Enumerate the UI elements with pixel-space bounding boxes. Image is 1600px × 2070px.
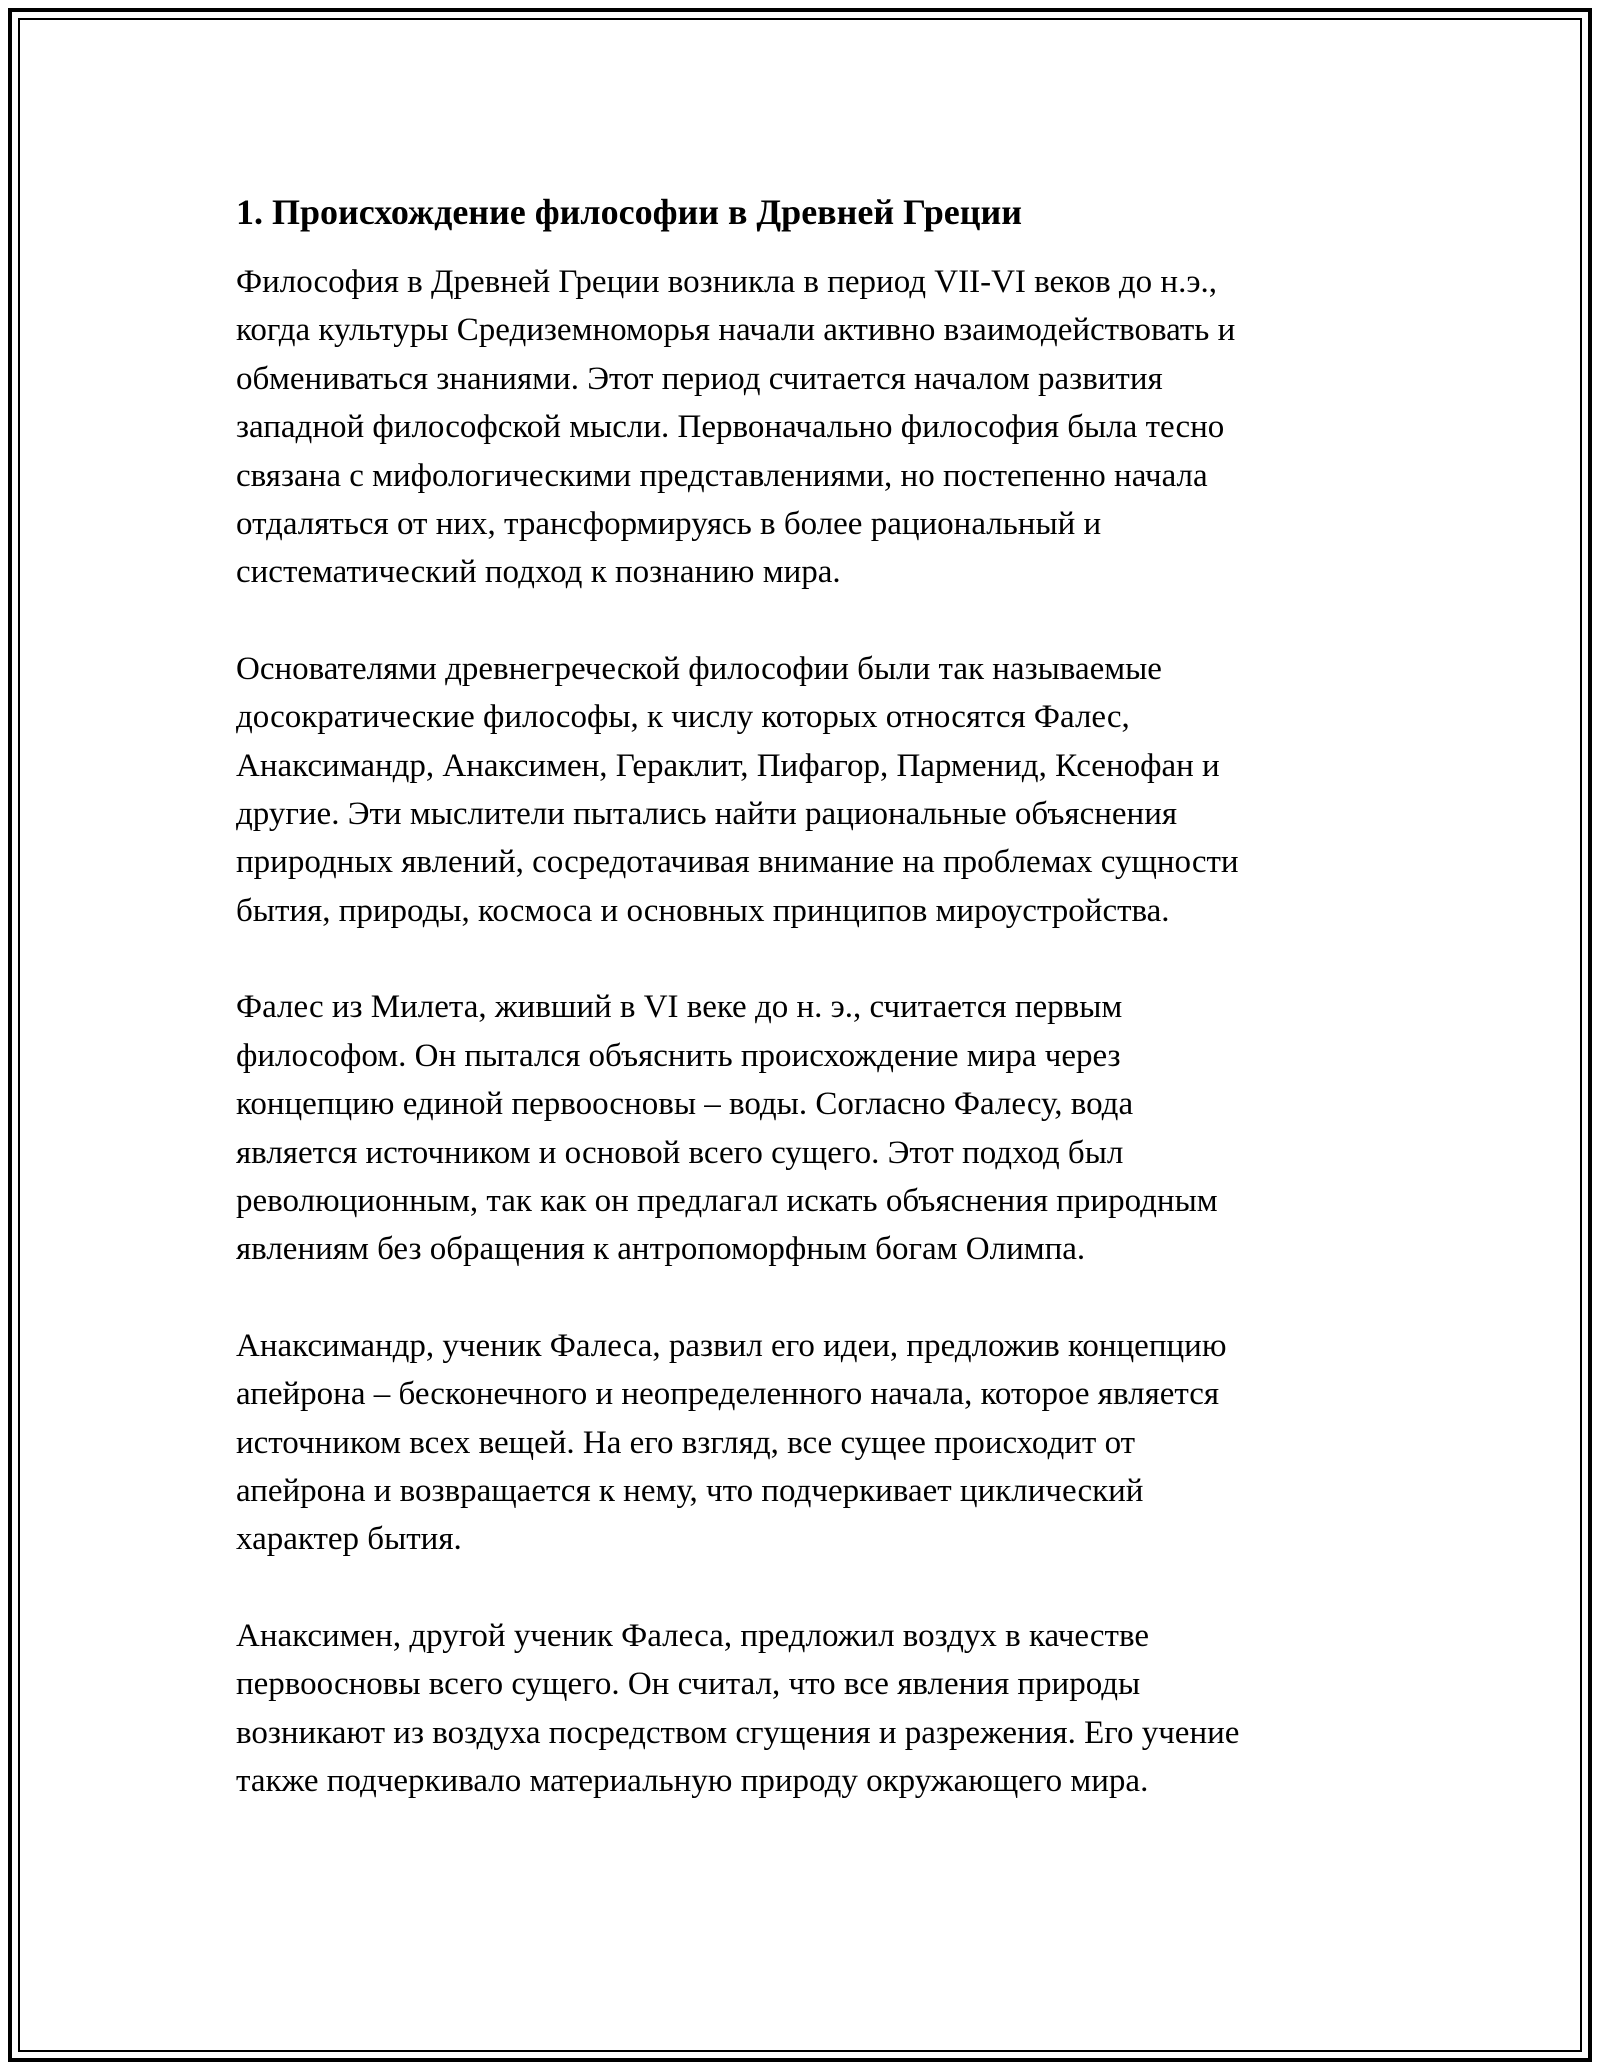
text-line: западной философской мысли. Первоначально философия была тесно — [236, 409, 1225, 446]
text-line: первоосновы всего сущего. Он считал, что все явления природы — [236, 1666, 1141, 1703]
paragraph — [236, 1612, 1426, 1806]
document-body — [236, 188, 1426, 1853]
text-line: апейрона – бесконечного и неопределенного начала, которое является — [236, 1376, 1220, 1413]
text-line: другие. Эти мыслители пытались найти рациональные объяснения — [236, 796, 1178, 833]
paragraph — [236, 645, 1426, 935]
text-line: обмениваться знаниями. Этот период считается началом развития — [236, 360, 1163, 397]
text-line: источником всех вещей. На его взгляд, все сущее происходит от — [236, 1424, 1136, 1461]
text-line: связана с мифологическими представлениями, но постепенно начала — [236, 457, 1208, 494]
text-line: явлениям без обращения к антропоморфным богам Олимпа. — [236, 1231, 1086, 1268]
text-line: бытия, природы, космоса и основных принципов мироустройства. — [236, 892, 1170, 929]
text-line: отдаляться от них, трансформируясь в более рациональный и — [236, 506, 1102, 543]
text-line: также подчеркивало материальную природу окружающего мира. — [236, 1762, 1149, 1799]
paragraph — [236, 1322, 1426, 1564]
text-line: характер бытия. — [236, 1521, 462, 1558]
text-line: Анаксимен, другой ученик Фалеса, предложил воздух в качестве — [236, 1617, 1149, 1654]
text-line: апейрона и возвращается к нему, что подчеркивает циклический — [236, 1472, 1144, 1509]
text-line: революционным, так как он предлагал искать объяснения природным — [236, 1182, 1218, 1219]
text-line: философом. Он пытался объяснить происхождение мира через — [236, 1037, 1121, 1074]
text-line: Фалес из Милета, живший в VI веке до н. э., считается первым — [236, 989, 1123, 1026]
text-line: является источником и основой всего сущего. Этот подход был — [236, 1134, 1124, 1171]
text-line: концепцию единой первоосновы – воды. Согласно Фалесу, вода — [236, 1086, 1134, 1123]
section-heading: 1. Происхождение философии в Древней Греции — [236, 192, 1022, 232]
text-line: Анаксимандр, ученик Фалеса, развил его идеи, предложив концепцию — [236, 1327, 1227, 1364]
text-line: Основателями древнегреческой философии были так называемые — [236, 650, 1162, 687]
text-line: Философия в Древней Греции возникла в период VII-VI веков до н.э., — [236, 264, 1218, 300]
text-line: досократические философы, к числу которых относятся Фалес, — [236, 699, 1130, 736]
text-line: природных явлений, сосредотачивая внимание на проблемах сущности — [236, 844, 1239, 881]
text-line: систематический подход к познанию мира. — [236, 554, 841, 591]
paragraph — [236, 258, 1426, 597]
text-line: возникают из воздуха посредством сгущения и разрежения. Его учение — [236, 1714, 1240, 1751]
paragraph-list — [236, 258, 1426, 1805]
text-line: Анаксимандр, Анаксимен, Гераклит, Пифагор, Парменид, Ксенофан и — [236, 747, 1220, 784]
text-line: когда культуры Средиземноморья начали активно взаимодействовать и — [236, 312, 1236, 349]
paragraph — [236, 983, 1426, 1273]
